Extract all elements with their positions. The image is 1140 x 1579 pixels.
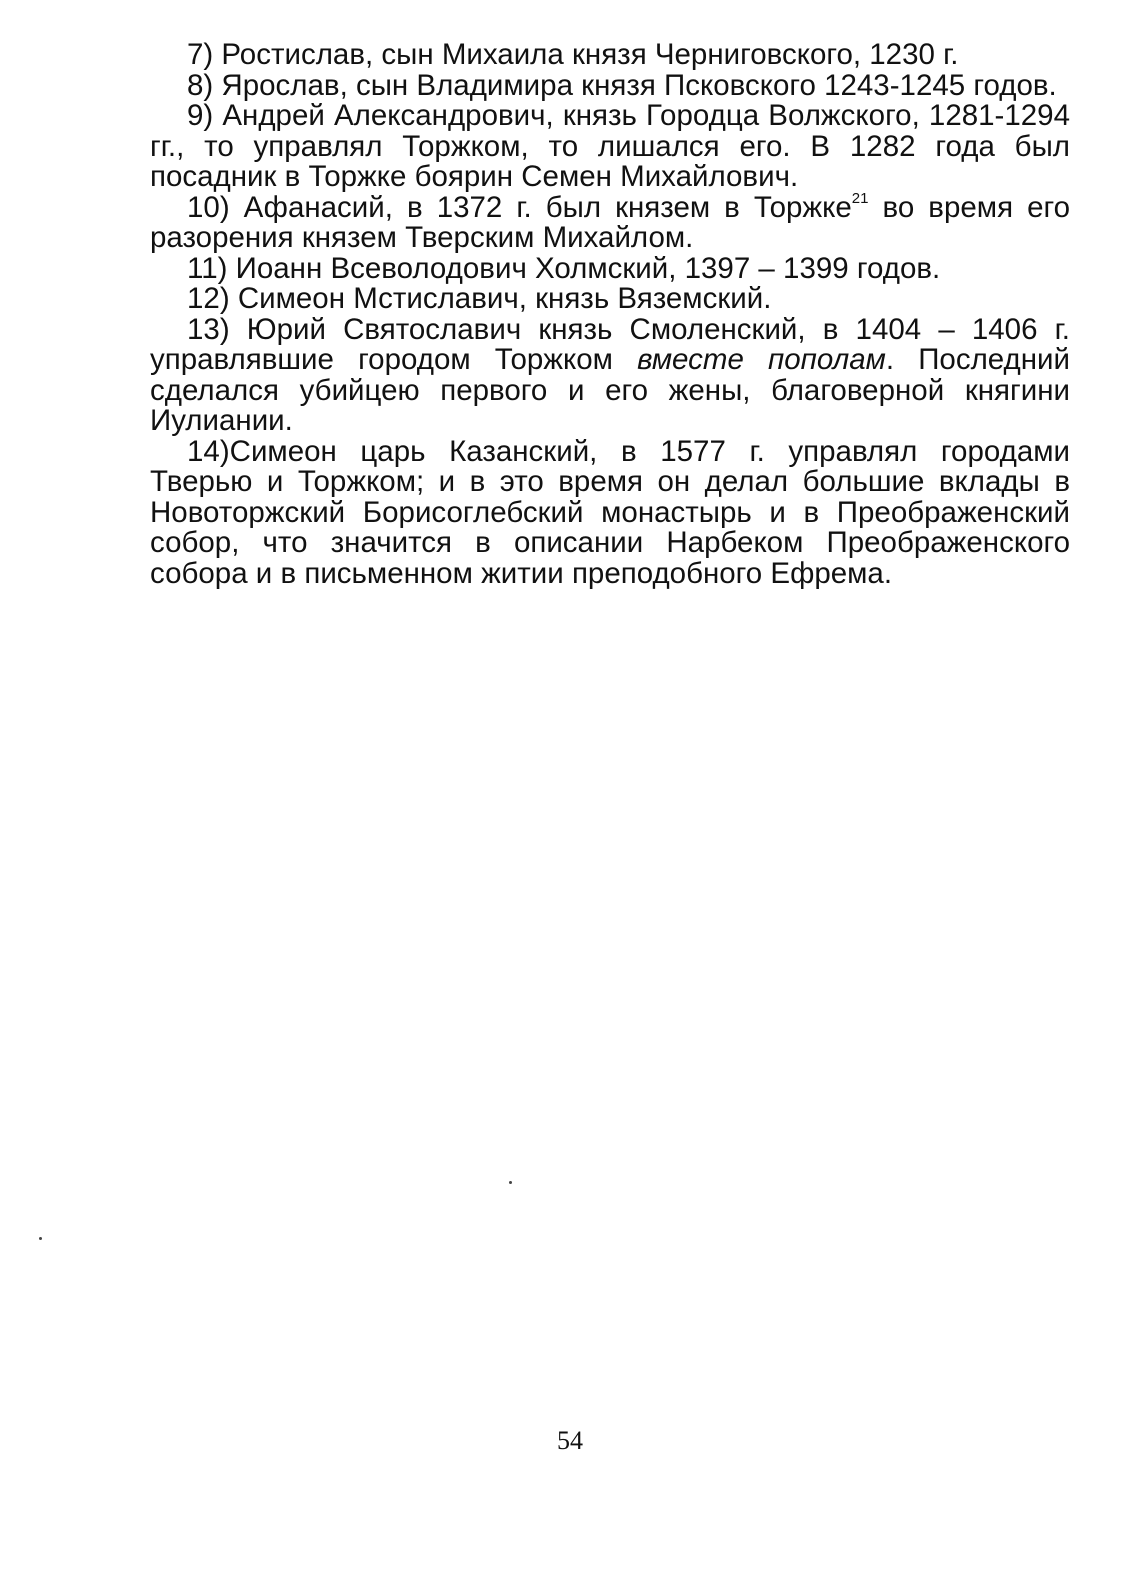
scan-speck	[39, 1237, 42, 1240]
paragraph-14: 14)Симеон царь Казанский, в 1577 г. управлял городами Тверью и Торжком; и в это время он делал большие вклады в Новоторжский Борисоглебский монастырь и в Преображенский собор, что значится в описании Нарбеком Преображенского собора и в письменном житии преподобного Ефрема.	[150, 434, 1070, 590]
paragraph-13-text-cont: . Последний сделался убийцею первого и его жены, благоверной княгини Иулиании.	[150, 343, 1071, 437]
main-text	[150, 40, 1070, 589]
paragraph-13-text: 13) Юрий Святославич князь Смоленский, в 1404 – 1406 г. управлявшие городом Торжком	[150, 312, 1070, 376]
paragraph-13	[150, 312, 1071, 437]
footnote-ref-21[interactable]: 21	[851, 189, 869, 207]
paragraph-10-text: 10) Афанасий, в 1372 г. был князем в Торжке	[187, 190, 852, 224]
paragraph-12: 12) Симеон Мстиславич, князь Вяземский.	[187, 282, 772, 315]
paragraph-10	[150, 189, 1070, 254]
paragraph-9: 9) Андрей Александрович, князь Городца Волжского, 1281-1294 гг., то управлял Торжком, то лишался его. В 1282 года был посадник в Торжке боярин Семен Михайлович.	[150, 99, 1070, 193]
paragraph-10-text-cont: во время его разорения князем Тверским Михайлом.	[150, 190, 1070, 254]
paragraph-11: 11) Иоанн Всеволодович Холмский, 1397 – 1399 годов.	[187, 251, 941, 285]
paragraph-8: 8) Ярослав, сын Владимира князя Псковского 1243-1245 годов.	[187, 68, 1057, 102]
paragraph-13-italic: вместе пополам	[637, 343, 886, 376]
paragraph-7: 7) Ростислав, сын Михаила князя Черниговского, 1230 г.	[187, 38, 959, 71]
scan-speck	[509, 1181, 512, 1184]
page-number: 54	[557, 1426, 583, 1455]
